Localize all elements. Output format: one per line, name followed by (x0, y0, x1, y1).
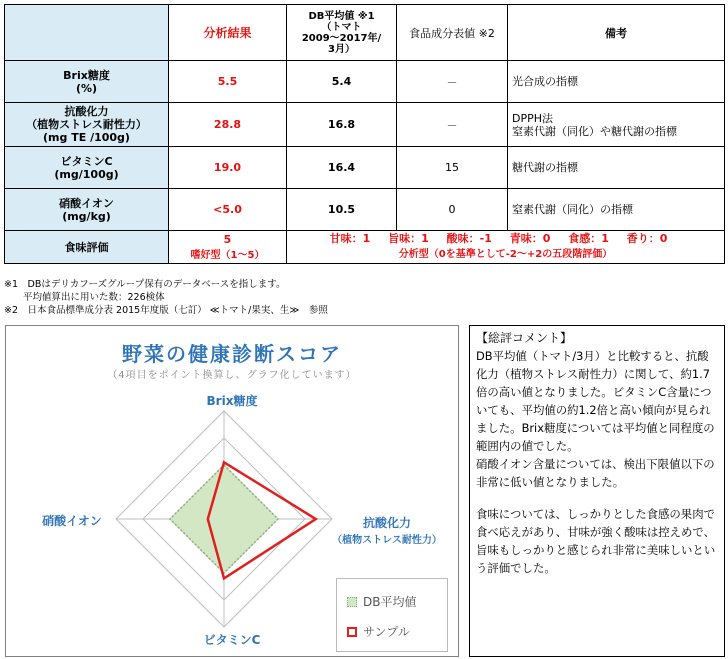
cell-food-std: － (397, 103, 508, 147)
series-db-average (170, 465, 278, 573)
row-label-brix: Brix糖度 (%) (5, 61, 169, 103)
cell-db-avg: 16.4 (287, 147, 397, 189)
table-row (5, 61, 725, 103)
comment-paragraph: DB平均値（トマト/3月）と比較すると、抗酸化力（植物ストレス耐性力）に関して、約1.7倍の高い値となりました。ビタミンC含量についても、平均値の約1.2倍と高い傾向が見られました。Brix糖度については平均値と同程度の範囲内の値でした。 (476, 349, 715, 453)
row-label-antioxidant: 抗酸化力 （植物ストレス耐性力） (mg TE /100g) (5, 103, 169, 147)
taste-score: 5 (223, 233, 232, 246)
cell-remarks: 糖代謝の指標 (508, 147, 725, 189)
comment-box (469, 325, 725, 657)
table-row (5, 189, 725, 231)
chart-legend (336, 578, 448, 652)
cell-analysis: 5.5 (169, 61, 287, 103)
row-label-nitrate: 硝酸イオン (mg/kg) (5, 189, 169, 231)
header-corner (5, 5, 169, 61)
taste-item: 甘味：1 (329, 232, 371, 245)
cell-food-std: 15 (397, 147, 508, 189)
axis-label-antioxidant: 抗酸化力 （植物ストレス耐性力） (332, 516, 442, 546)
legend-item-sample: サンプル (347, 623, 410, 640)
taste-item: 香り：0 (626, 232, 668, 245)
cell-food-std: － (397, 61, 508, 103)
results-table (4, 4, 725, 264)
cell-remarks: 光合成の指標 (508, 61, 725, 103)
taste-score-note: 嗜好型（1～5） (190, 250, 265, 261)
comment-body (470, 347, 724, 577)
taste-item: 酸味：-1 (446, 232, 492, 245)
comment-paragraph: 食味については、しっかりとした食感の果肉で食べ応えがあり、甘味が強く酸味は控えめで、旨味もしっかりと感じられ非常に美味しいという評価でした。 (476, 507, 716, 575)
panel-subtitle: （4項目をポイント換算し、グラフ化しています） (107, 370, 357, 381)
header-analysis: 分析結果 (169, 5, 287, 61)
panel-title: 野菜の健康診断スコア (122, 342, 342, 366)
comment-title: 【総評コメント】 (476, 331, 573, 345)
taste-score-cell (169, 231, 287, 264)
comment-paragraph: 硝酸イオン含量については、検出下限値以下の非常に低い値となりました。 (476, 457, 715, 489)
footnotes (4, 278, 704, 317)
taste-item: 青味：0 (509, 232, 551, 245)
header-db-avg: DB平均値 ※1 （トマト 2009～2017年/ 3月） (287, 5, 397, 61)
taste-item: 旨味：1 (388, 232, 429, 245)
footnote: 平均値算出に用いた数：226検体 (4, 292, 165, 303)
score-panel (5, 325, 459, 657)
table-row (5, 147, 725, 189)
footnote: ※2 日本食品標準成分表 2015年度版（七訂） ≪トマト/果実、生≫ 参照 (4, 305, 328, 316)
axis-label-nitrate: 硝酸イオン (42, 514, 102, 528)
taste-row (5, 231, 725, 264)
cell-remarks: 窒素代謝（同化）の指標 (508, 189, 725, 231)
cell-analysis: <5.0 (169, 189, 287, 231)
header-food-std: 食品成分表値 ※2 (397, 5, 508, 61)
cell-analysis: 19.0 (169, 147, 287, 189)
cell-remarks: DPPH法 窒素代謝（同化）や糖代謝の指標 (508, 103, 725, 147)
taste-items-cell (287, 231, 725, 264)
footnote: ※1 DBはデリカフーズグループ保有のデータベースを指します。 (4, 279, 286, 290)
taste-item: 食感：1 (568, 232, 609, 245)
taste-items-note: 分析型（0を基準として-2～+2の五段階評価） (398, 249, 613, 260)
table-row (5, 103, 725, 147)
cell-db-avg: 5.4 (287, 61, 397, 103)
cell-food-std: 0 (397, 189, 508, 231)
header-remarks: 備考 (508, 5, 725, 61)
axis-label-brix: Brix糖度 (206, 394, 258, 408)
legend-item-db: DB平均値 (347, 593, 416, 610)
header-row (5, 5, 725, 61)
taste-items (291, 231, 720, 247)
legend-swatch-db (347, 597, 357, 607)
row-label-taste: 食味評価 (5, 231, 169, 264)
axis-label-vitamin-c: ビタミンC (203, 633, 261, 647)
cell-db-avg: 16.8 (287, 103, 397, 147)
cell-analysis: 28.8 (169, 103, 287, 147)
legend-swatch-sample (347, 627, 357, 637)
cell-db-avg: 10.5 (287, 189, 397, 231)
row-label-vitamin-c: ビタミンC (mg/100g) (5, 147, 169, 189)
